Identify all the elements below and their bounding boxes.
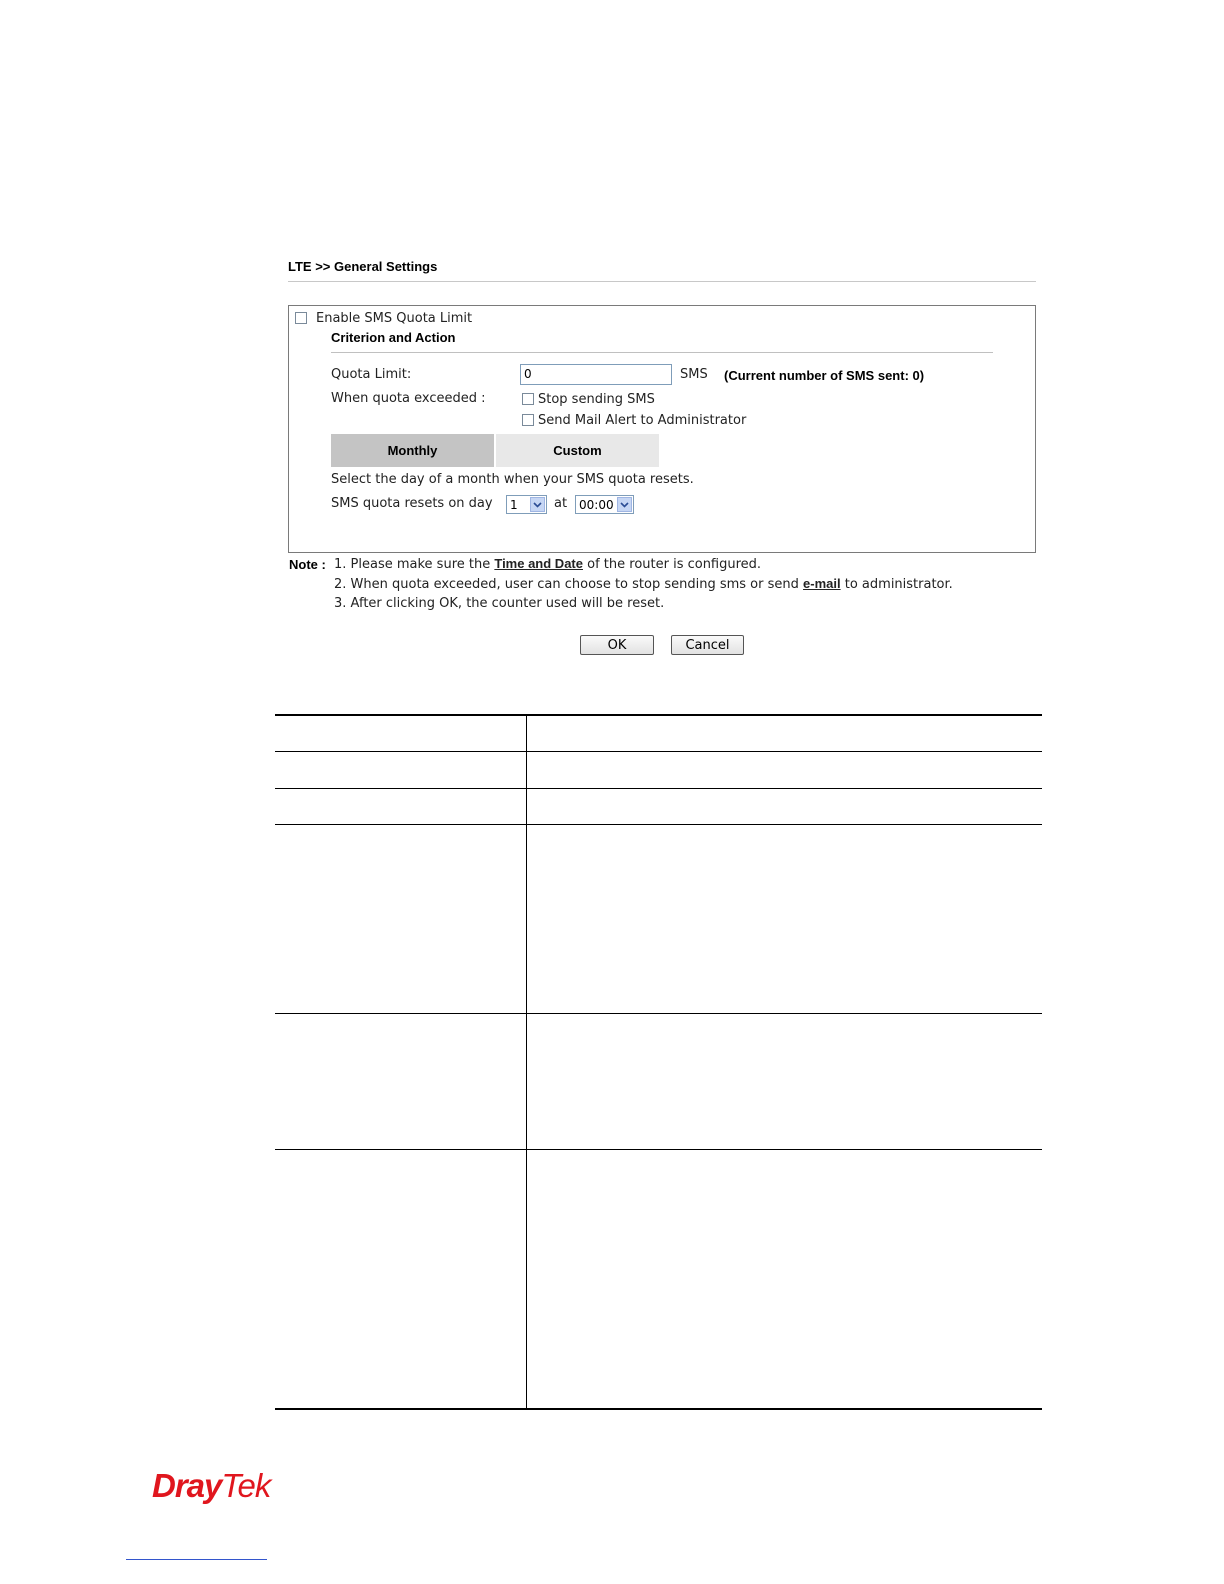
reset-time-select[interactable]	[575, 495, 634, 514]
table-top-rule	[275, 714, 1042, 716]
at-label: at	[554, 496, 568, 511]
note-1-text-end: of the router is configured.	[587, 557, 762, 572]
time-and-date-link[interactable]: Time and Date	[494, 556, 583, 571]
stop-sms-checkbox[interactable]	[522, 393, 534, 405]
enable-sms-quota-label: Enable SMS Quota Limit	[316, 311, 473, 326]
quota-unit: SMS	[680, 367, 708, 382]
page-breadcrumb: LTE >> General Settings	[288, 259, 438, 274]
note-2	[334, 576, 953, 592]
tab-monthly[interactable]: Monthly	[331, 434, 494, 467]
chevron-down-icon	[530, 497, 545, 512]
section-divider	[331, 352, 993, 353]
draytek-logo	[152, 1467, 270, 1505]
quota-limit-input[interactable]: 0	[520, 364, 672, 385]
table-row-rule	[275, 1013, 1042, 1014]
stop-sms-label: Stop sending SMS	[538, 392, 655, 407]
logo-part-tek: Tek	[221, 1467, 271, 1504]
table-row-rule	[275, 1149, 1042, 1150]
note-label: Note :	[289, 557, 326, 572]
mail-alert-label: Send Mail Alert to Administrator	[538, 413, 747, 428]
reset-time-value: 00:00	[579, 497, 614, 512]
cancel-button[interactable]: Cancel	[671, 635, 744, 655]
note-1-text: 1. Please make sure the	[334, 557, 491, 572]
section-title: Criterion and Action	[331, 330, 456, 345]
note-3: 3. After clicking OK, the counter used will be reset.	[334, 596, 665, 611]
table-bottom-rule	[275, 1408, 1042, 1410]
reset-day-label: SMS quota resets on day	[331, 496, 493, 511]
note-1	[334, 556, 761, 572]
tab-custom[interactable]: Custom	[496, 434, 659, 467]
quota-limit-label: Quota Limit:	[331, 367, 412, 382]
reset-day-value: 1	[510, 497, 518, 512]
reset-day-select[interactable]	[506, 495, 547, 514]
header-divider	[288, 281, 1036, 282]
table-row-rule	[275, 751, 1042, 752]
current-sms-count: (Current number of SMS sent: 0)	[724, 368, 925, 383]
table-row-rule	[275, 788, 1042, 789]
email-link[interactable]: e-mail	[803, 576, 841, 591]
note-2-text-end: to administrator.	[844, 577, 953, 592]
quota-exceeded-label: When quota exceeded :	[331, 391, 486, 406]
table-column-divider	[526, 715, 527, 1410]
enable-sms-quota-checkbox[interactable]	[295, 312, 307, 324]
footer-rule	[126, 1559, 267, 1560]
ok-button[interactable]: OK	[580, 635, 654, 655]
table-row-rule	[275, 824, 1042, 825]
logo-part-dray: Dray	[152, 1467, 222, 1504]
note-2-text: 2. When quota exceeded, user can choose to stop sending sms or send	[334, 577, 799, 592]
reset-hint-text: Select the day of a month when your SMS quota resets.	[331, 472, 694, 487]
mail-alert-checkbox[interactable]	[522, 414, 534, 426]
chevron-down-icon	[617, 497, 632, 512]
